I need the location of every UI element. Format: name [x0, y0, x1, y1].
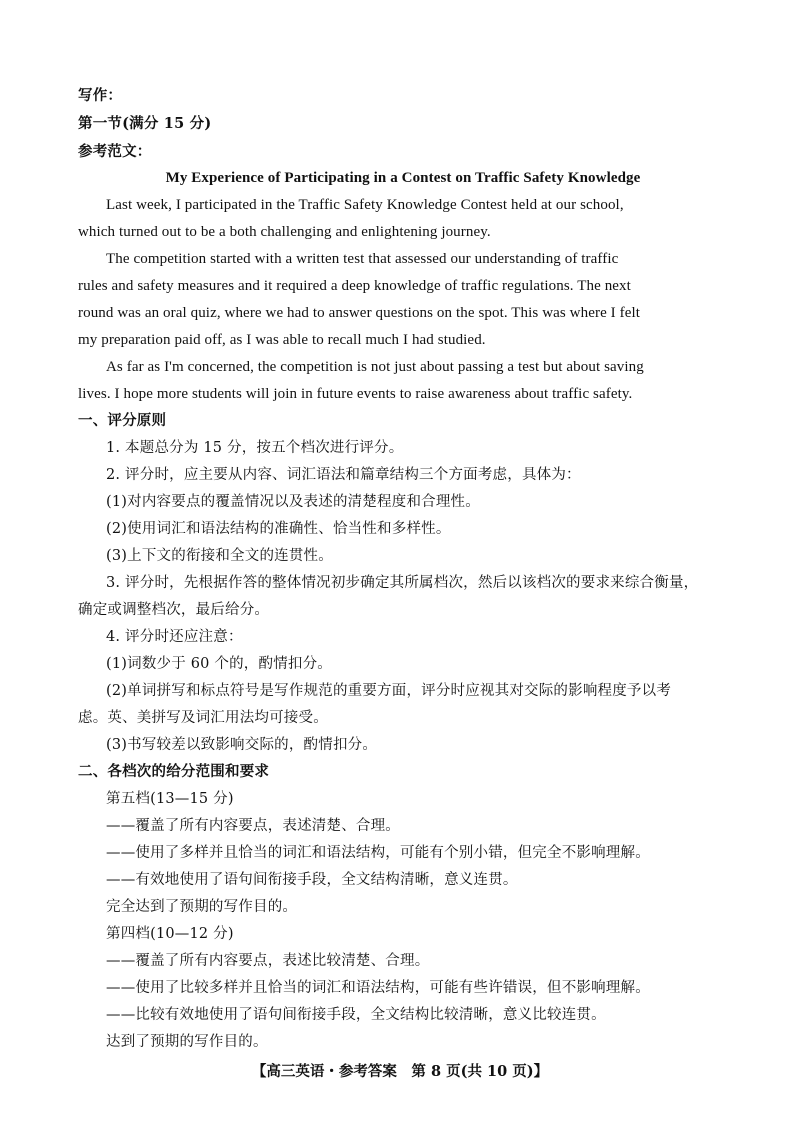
level-line-9: ——比较有效地使用了语句间衔接手段，全文结构比较清晰，意义比较连贯。: [106, 1007, 606, 1023]
principle-line-12: (3)书写较差以致影响交际的，酌情扣分。: [106, 737, 378, 753]
principle-line-3: (1)对内容要点的覆盖情况以及表述的清楚程度和合理性。: [106, 494, 480, 510]
essay-line-2: which turned out to be a both challenging and enlightening journey.: [78, 224, 491, 240]
level-line-8: ——使用了比较多样并且恰当的词汇和语法结构，可能有些许错误，但不影响理解。: [106, 980, 650, 996]
principle-line-11: 虑。英、美拼写及词汇用法均可接受。: [78, 710, 328, 726]
level-line-3: ——使用了多样并且恰当的词汇和语法结构，可能有个别小错，但完全不影响理解。: [106, 845, 650, 861]
principles-heading: 一、评分原则: [78, 412, 167, 429]
sample-essay-label: 参考范文：: [78, 143, 152, 160]
page-footer: 【高三英语・参考答案 第 8 页(共 10 页)】: [251, 1063, 549, 1080]
principle-line-6: 3. 评分时，先根据作答的整体情况初步确定其所属档次，然后以该档次的要求来综合衡量，: [106, 575, 699, 591]
writing-heading: 写作：: [78, 87, 123, 104]
section-one-heading: 第一节(满分 15 分): [78, 115, 212, 132]
principle-line-9: (1)词数少于 60 个的，酌情扣分。: [106, 656, 333, 672]
essay-line-6: my preparation paid off, as I was able to recall much I had studied.: [78, 332, 486, 348]
principle-line-7: 确定或调整档次，最后给分。: [78, 602, 270, 618]
essay-line-1: Last week, I participated in the Traffic Safety Knowledge Contest held at our school,: [106, 197, 624, 213]
essay-line-4: rules and safety measures and it required a deep knowledge of traffic regulations. The next: [78, 278, 631, 294]
level-line-4: ——有效地使用了语句间衔接手段，全文结构清晰，意义连贯。: [106, 872, 518, 888]
principle-line-1: 1. 本题总分为 15 分，按五个档次进行评分。: [106, 440, 404, 456]
level-line-1: 第五档(13—15 分): [106, 791, 234, 807]
level-line-5: 完全达到了预期的写作目的。: [106, 899, 298, 915]
essay-line-5: round was an oral quiz, where we had to answer questions on the spot. This was where I felt: [78, 305, 641, 321]
essay-line-3: The competition started with a written test that assessed our understanding of traffic: [106, 251, 619, 267]
principle-line-5: (3)上下文的衔接和全文的连贯性。: [106, 548, 333, 564]
essay-line-8: lives. I hope more students will join in future events to raise awareness about traffic safety.: [78, 386, 633, 402]
level-line-10: 达到了预期的写作目的。: [106, 1034, 268, 1050]
level-line-6: 第四档(10—12 分): [106, 926, 234, 942]
principle-line-10: (2)单词拼写和标点符号是写作规范的重要方面，评分时应视其对交际的影响程度予以考: [106, 683, 672, 699]
essay-line-7: As far as I'm concerned, the competition is not just about passing a test but about saving: [106, 359, 644, 375]
levels-heading: 二、各档次的给分范围和要求: [78, 763, 270, 780]
level-line-7: ——覆盖了所有内容要点，表述比较清楚、合理。: [106, 953, 430, 969]
essay-title: My Experience of Participating in a Contest on Traffic Safety Knowledge: [165, 170, 641, 186]
level-line-2: ——覆盖了所有内容要点，表述清楚、合理。: [106, 818, 400, 834]
principle-line-2: 2. 评分时，应主要从内容、词汇语法和篇章结构三个方面考虑，具体为：: [106, 467, 581, 483]
principle-line-4: (2)使用词汇和语法结构的准确性、恰当性和多样性。: [106, 521, 451, 537]
principle-line-8: 4. 评分时还应注意：: [106, 629, 243, 645]
